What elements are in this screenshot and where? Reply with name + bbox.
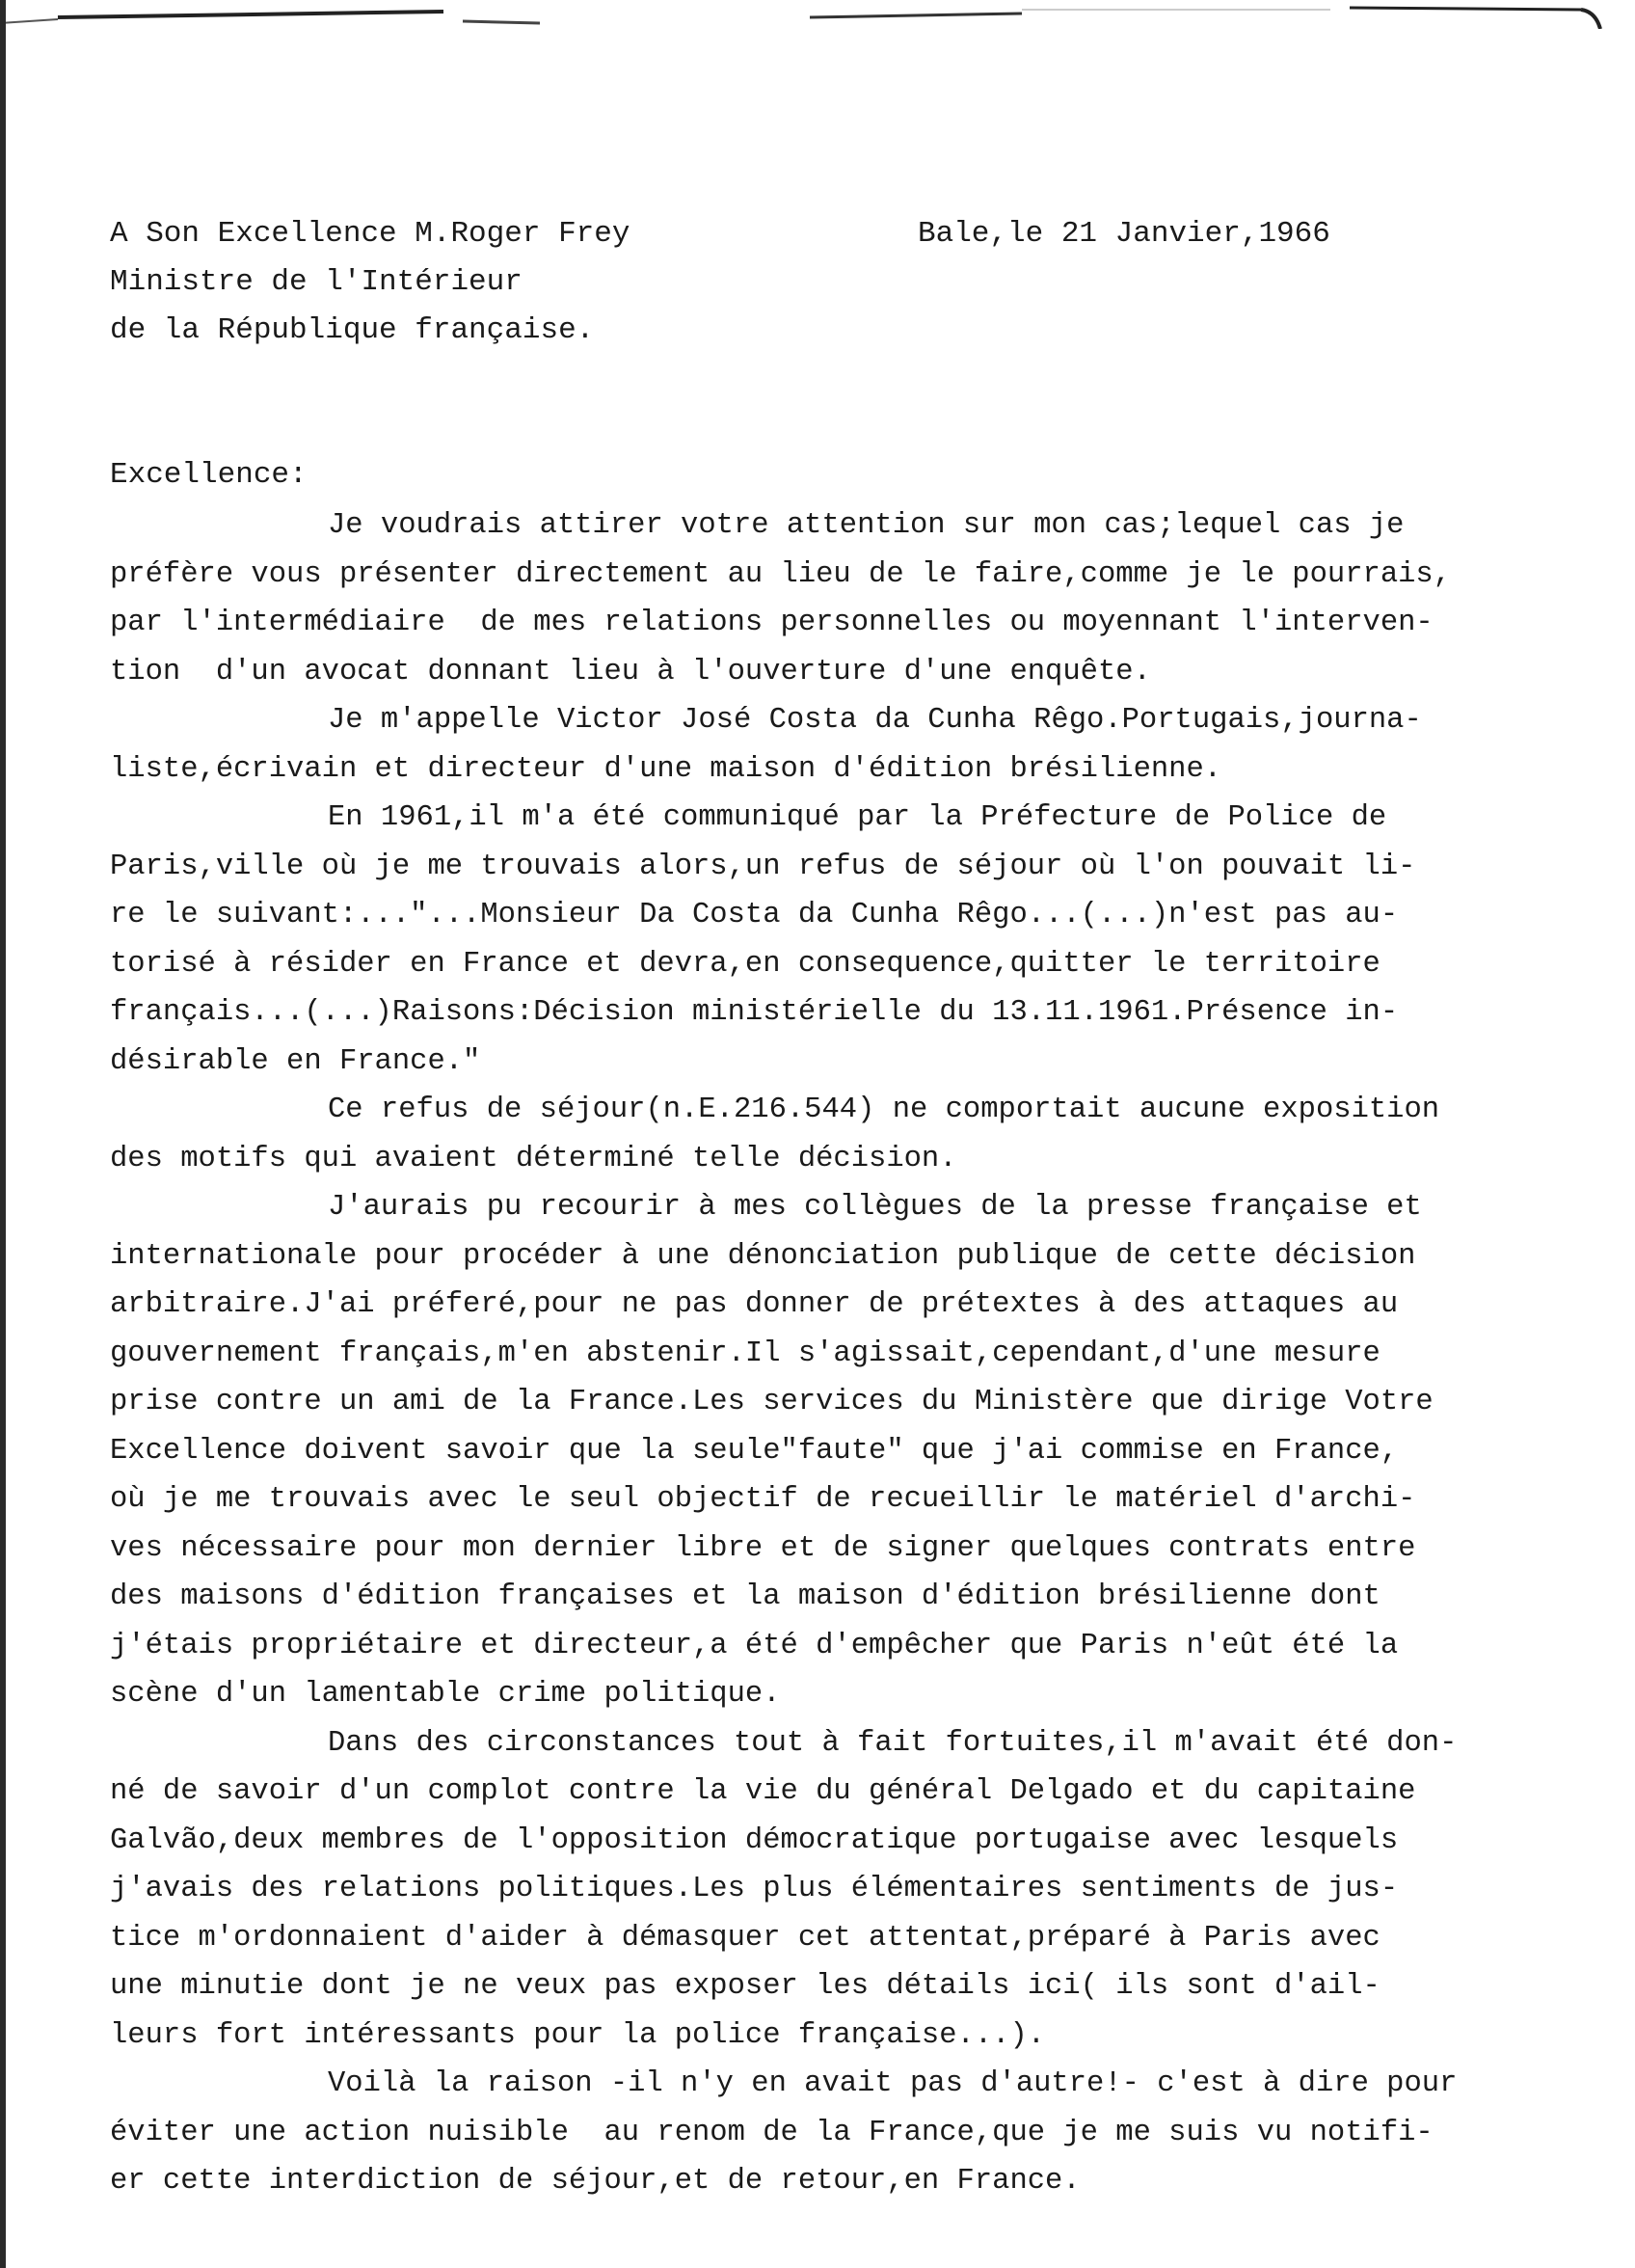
body-line: j'avais des relations politiques.Les plus élémentaires sentiments de jus- xyxy=(110,1873,1399,1905)
body-line: ves nécessaire pour mon dernier libre et de signer quelques contrats entre xyxy=(110,1531,1416,1565)
paragraph-first-line: Je m'appelle Victor José Costa da Cunha Rêgo.Portugais,journa- xyxy=(328,704,1422,737)
page-top-edge-scan-artifact xyxy=(0,0,1635,29)
salutation: Excellence: xyxy=(110,458,308,492)
page-left-edge xyxy=(0,0,6,2268)
body-line: une minutie dont je ne veux pas exposer les détails ici( ils sont d'ail- xyxy=(110,1970,1380,2003)
body-line: préfère vous présenter directement au lieu de le faire,comme je le pourrais, xyxy=(110,557,1452,591)
body-line: torisé à résider en France et devra,en consequence,quitter le territoire xyxy=(110,947,1380,981)
paragraph-first-line: Je voudrais attirer votre attention sur mon cas;lequel cas je xyxy=(328,509,1405,542)
letter-body xyxy=(110,501,1585,2206)
paragraph-first-line: J'aurais pu recourir à mes collègues de la presse française et xyxy=(328,1191,1422,1224)
body-line: internationale pour procéder à une dénonciation publique de cette décision xyxy=(110,1239,1416,1273)
body-line: Galvão,deux membres de l'opposition démocratique portugaise avec lesquels xyxy=(110,1823,1399,1857)
paragraph-first-line: Ce refus de séjour(n.E.216.544) ne comportait aucune exposition xyxy=(328,1094,1440,1126)
body-line: par l'intermédiaire de mes relations personnelles ou moyennant l'interven- xyxy=(110,607,1434,639)
body-line: leurs fort intéressants pour la police française...). xyxy=(110,2018,1046,2052)
body-line: gouvernement français,m'en abstenir.Il s'agissait,cependant,d'une mesure xyxy=(110,1336,1380,1370)
paragraph-first-line: Voilà la raison -il n'y en avait pas d'autre!- c'est à dire pour xyxy=(328,2067,1458,2100)
paragraph-first-line: Dans des circonstances tout à fait fortuites,il m'avait été don- xyxy=(328,1726,1458,1760)
body-line: prise contre un ami de la France.Les services du Ministère que dirige Votre xyxy=(110,1386,1434,1418)
body-line: liste,écrivain et directeur d'une maison d'édition brésilienne. xyxy=(110,752,1222,786)
body-line: né de savoir d'un complot contre la vie du général Delgado et du capitaine xyxy=(110,1775,1416,1808)
addressee-line: Ministre de l'Intérieur xyxy=(110,265,523,299)
place-and-date: Bale,le 21 Janvier,1966 xyxy=(918,217,1330,251)
body-line: tice m'ordonnaient d'aider à démasquer cet attentat,préparé à Paris avec xyxy=(110,1921,1380,1955)
body-line: des motifs qui avaient déterminé telle décision. xyxy=(110,1142,957,1175)
paragraph-first-line: En 1961,il m'a été communiqué par la Préfecture de Police de xyxy=(328,801,1387,834)
body-line: Excellence doivent savoir que la seule"faute" que j'ai commise en France, xyxy=(110,1434,1399,1468)
body-line: er cette interdiction de séjour,et de retour,en France. xyxy=(110,2165,1081,2198)
addressee-block xyxy=(110,210,630,355)
body-line: éviter une action nuisible au renom de la France,que je me suis vu notifi- xyxy=(110,2116,1434,2149)
addressee-line: de la République française. xyxy=(110,313,595,347)
body-line: j'étais propriétaire et directeur,a été d'empêcher que Paris n'eût été la xyxy=(110,1629,1399,1662)
body-line: Paris,ville où je me trouvais alors,un refus de séjour où l'on pouvait li- xyxy=(110,850,1416,883)
body-line: re le suivant:..."...Monsieur Da Costa da Cunha Rêgo...(...)n'est pas au- xyxy=(110,899,1399,932)
body-line: désirable en France." xyxy=(110,1044,481,1078)
body-line: arbitraire.J'ai préferé,pour ne pas donner de prétextes à des attaques au xyxy=(110,1288,1399,1321)
body-line: tion d'un avocat donnant lieu à l'ouverture d'une enquête. xyxy=(110,655,1151,688)
addressee-line: A Son Excellence M.Roger Frey xyxy=(110,217,630,251)
body-line: scène d'un lamentable crime politique. xyxy=(110,1678,781,1711)
body-line: français...(...)Raisons:Décision ministérielle du 13.11.1961.Présence in- xyxy=(110,996,1399,1029)
body-line: où je me trouvais avec le seul objectif de recueillir le matériel d'archi- xyxy=(110,1483,1416,1516)
body-line: des maisons d'édition françaises et la maison d'édition brésilienne dont xyxy=(110,1580,1380,1613)
